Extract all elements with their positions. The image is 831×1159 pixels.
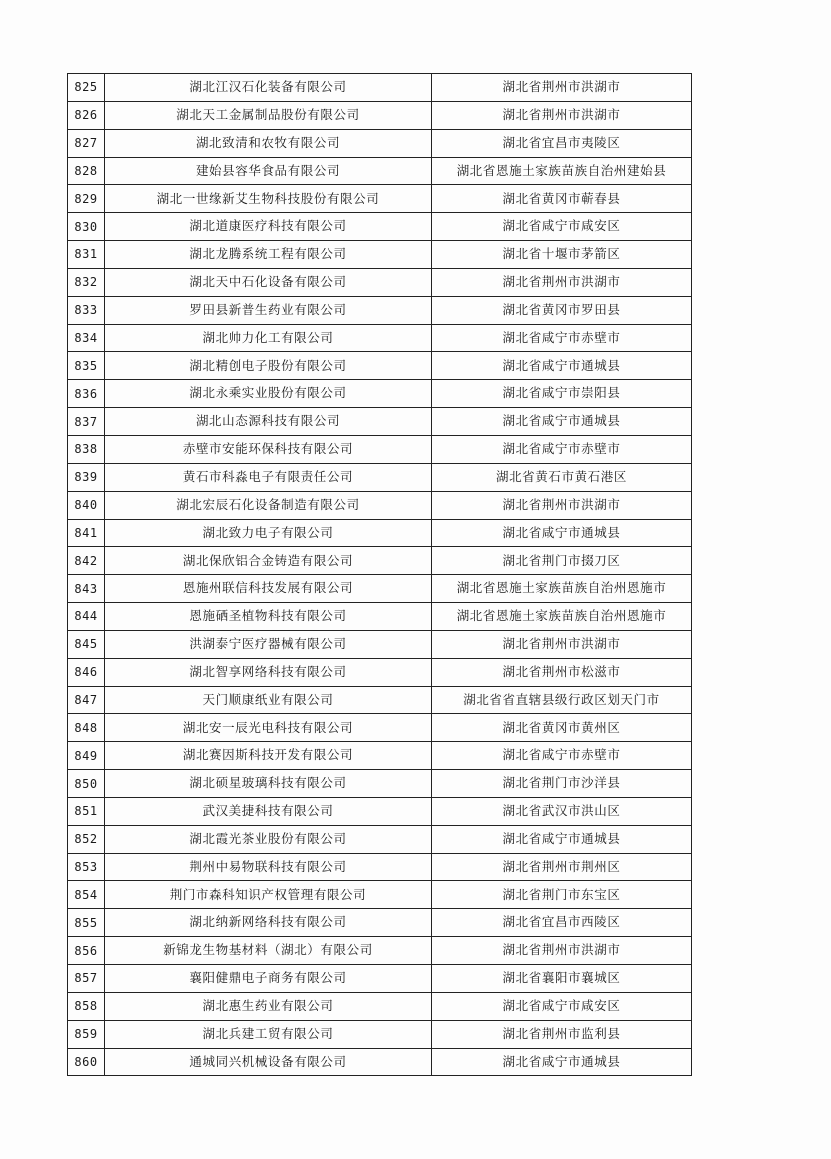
table-row	[68, 1020, 692, 1048]
company-name: 湖北帅力化工有限公司	[105, 324, 432, 352]
company-name: 湖北天中石化设备有限公司	[105, 268, 432, 296]
table-row	[68, 157, 692, 185]
table-row	[68, 1048, 692, 1076]
company-location: 湖北省咸宁市崇阳县	[432, 380, 692, 408]
company-name: 恩施硒圣植物科技有限公司	[105, 603, 432, 631]
row-number: 844	[68, 603, 105, 631]
table-row	[68, 185, 692, 213]
company-location: 湖北省荆州市洪湖市	[432, 630, 692, 658]
row-number: 839	[68, 463, 105, 491]
company-location: 湖北省咸宁市通城县	[432, 1048, 692, 1076]
company-location: 湖北省黄冈市罗田县	[432, 296, 692, 324]
row-number: 855	[68, 909, 105, 937]
table-row	[68, 268, 692, 296]
company-name: 赤壁市安能环保科技有限公司	[105, 435, 432, 463]
company-name: 武汉美捷科技有限公司	[105, 797, 432, 825]
table-row	[68, 881, 692, 909]
row-number: 858	[68, 992, 105, 1020]
company-name: 黄石市科淼电子有限责任公司	[105, 463, 432, 491]
row-number: 831	[68, 241, 105, 269]
company-location: 湖北省武汉市洪山区	[432, 797, 692, 825]
company-name: 湖北永乘实业股份有限公司	[105, 380, 432, 408]
company-name: 湖北道康医疗科技有限公司	[105, 213, 432, 241]
row-number: 828	[68, 157, 105, 185]
company-location: 湖北省咸宁市咸安区	[432, 992, 692, 1020]
table-row	[68, 853, 692, 881]
row-number: 849	[68, 742, 105, 770]
row-number: 842	[68, 547, 105, 575]
table-row	[68, 714, 692, 742]
table-row	[68, 547, 692, 575]
company-location: 湖北省咸宁市通城县	[432, 519, 692, 547]
company-name: 湖北精创电子股份有限公司	[105, 352, 432, 380]
company-location: 湖北省恩施土家族苗族自治州建始县	[432, 157, 692, 185]
company-location: 湖北省荆州市监利县	[432, 1020, 692, 1048]
company-location: 湖北省咸宁市通城县	[432, 352, 692, 380]
company-location: 湖北省咸宁市通城县	[432, 825, 692, 853]
company-location: 湖北省荆州市洪湖市	[432, 268, 692, 296]
company-name: 湖北致清和农牧有限公司	[105, 129, 432, 157]
table-row	[68, 770, 692, 798]
table-row	[68, 965, 692, 993]
company-location: 湖北省荆门市掇刀区	[432, 547, 692, 575]
company-name: 襄阳健鼎电子商务有限公司	[105, 965, 432, 993]
company-location: 湖北省省直辖县级行政区划天门市	[432, 686, 692, 714]
row-number: 843	[68, 575, 105, 603]
table-row	[68, 241, 692, 269]
company-location: 湖北省荆州市松滋市	[432, 658, 692, 686]
row-number: 827	[68, 129, 105, 157]
row-number: 832	[68, 268, 105, 296]
row-number: 847	[68, 686, 105, 714]
table-row	[68, 129, 692, 157]
row-number: 825	[68, 74, 105, 102]
table-row	[68, 575, 692, 603]
table-row	[68, 101, 692, 129]
row-number: 837	[68, 408, 105, 436]
table-row	[68, 380, 692, 408]
row-number: 835	[68, 352, 105, 380]
row-number: 840	[68, 491, 105, 519]
company-location: 湖北省咸宁市赤壁市	[432, 742, 692, 770]
company-name: 湖北惠生药业有限公司	[105, 992, 432, 1020]
company-location: 湖北省咸宁市通城县	[432, 408, 692, 436]
table-row	[68, 909, 692, 937]
company-name: 湖北天工金属制品股份有限公司	[105, 101, 432, 129]
company-location: 湖北省宜昌市夷陵区	[432, 129, 692, 157]
row-number: 845	[68, 630, 105, 658]
row-number: 846	[68, 658, 105, 686]
table-row	[68, 491, 692, 519]
company-location: 湖北省黄冈市蕲春县	[432, 185, 692, 213]
table-row	[68, 825, 692, 853]
company-name: 洪湖泰宁医疗器械有限公司	[105, 630, 432, 658]
company-name: 湖北龙腾系统工程有限公司	[105, 241, 432, 269]
company-list-table	[67, 73, 692, 1076]
table-row	[68, 519, 692, 547]
company-name: 罗田县新普生药业有限公司	[105, 296, 432, 324]
company-name: 湖北霞光茶业股份有限公司	[105, 825, 432, 853]
company-location: 湖北省荆门市东宝区	[432, 881, 692, 909]
company-name: 湖北一世缘新艾生物科技股份有限公司	[105, 185, 432, 213]
company-name: 湖北兵建工贸有限公司	[105, 1020, 432, 1048]
company-location: 湖北省十堰市茅箭区	[432, 241, 692, 269]
row-number: 841	[68, 519, 105, 547]
company-location: 湖北省黄冈市黄州区	[432, 714, 692, 742]
company-name: 新锦龙生物基材料（湖北）有限公司	[105, 937, 432, 965]
company-name: 通城同兴机械设备有限公司	[105, 1048, 432, 1076]
table-row	[68, 213, 692, 241]
table-row	[68, 797, 692, 825]
company-location: 湖北省咸宁市赤壁市	[432, 324, 692, 352]
row-number: 852	[68, 825, 105, 853]
row-number: 838	[68, 435, 105, 463]
row-number: 854	[68, 881, 105, 909]
table-row	[68, 603, 692, 631]
company-location: 湖北省宜昌市西陵区	[432, 909, 692, 937]
row-number: 836	[68, 380, 105, 408]
table-row	[68, 992, 692, 1020]
company-location: 湖北省荆州市洪湖市	[432, 101, 692, 129]
table-row	[68, 435, 692, 463]
company-name: 湖北智享网络科技有限公司	[105, 658, 432, 686]
table-row	[68, 74, 692, 102]
row-number: 833	[68, 296, 105, 324]
table-row	[68, 686, 692, 714]
row-number: 853	[68, 853, 105, 881]
table-row	[68, 296, 692, 324]
table-row	[68, 352, 692, 380]
company-name: 湖北安一辰光电科技有限公司	[105, 714, 432, 742]
company-name: 湖北硕星玻璃科技有限公司	[105, 770, 432, 798]
row-number: 830	[68, 213, 105, 241]
company-location: 湖北省黄石市黄石港区	[432, 463, 692, 491]
company-name: 湖北山态源科技有限公司	[105, 408, 432, 436]
company-location: 湖北省恩施土家族苗族自治州恩施市	[432, 603, 692, 631]
company-name: 天门顺康纸业有限公司	[105, 686, 432, 714]
company-location: 湖北省恩施土家族苗族自治州恩施市	[432, 575, 692, 603]
company-name: 湖北江汉石化装备有限公司	[105, 74, 432, 102]
company-name: 恩施州联信科技发展有限公司	[105, 575, 432, 603]
company-location: 湖北省襄阳市襄城区	[432, 965, 692, 993]
company-name: 湖北宏辰石化设备制造有限公司	[105, 491, 432, 519]
table-row	[68, 408, 692, 436]
company-name: 湖北赛因斯科技开发有限公司	[105, 742, 432, 770]
table-row	[68, 324, 692, 352]
row-number: 848	[68, 714, 105, 742]
table-row	[68, 937, 692, 965]
row-number: 856	[68, 937, 105, 965]
company-name: 荆州中易物联科技有限公司	[105, 853, 432, 881]
company-location: 湖北省荆州市荆州区	[432, 853, 692, 881]
company-name: 荆门市森科知识产权管理有限公司	[105, 881, 432, 909]
company-location: 湖北省荆州市洪湖市	[432, 491, 692, 519]
company-location: 湖北省咸宁市赤壁市	[432, 435, 692, 463]
table-row	[68, 658, 692, 686]
row-number: 826	[68, 101, 105, 129]
row-number: 850	[68, 770, 105, 798]
company-name: 湖北保欣铝合金铸造有限公司	[105, 547, 432, 575]
table-row	[68, 630, 692, 658]
row-number: 857	[68, 965, 105, 993]
table-row	[68, 742, 692, 770]
row-number: 829	[68, 185, 105, 213]
company-location: 湖北省荆门市沙洋县	[432, 770, 692, 798]
row-number: 859	[68, 1020, 105, 1048]
company-location: 湖北省咸宁市咸安区	[432, 213, 692, 241]
table-row	[68, 463, 692, 491]
company-location: 湖北省荆州市洪湖市	[432, 937, 692, 965]
company-location: 湖北省荆州市洪湖市	[432, 74, 692, 102]
company-name: 湖北纳新网络科技有限公司	[105, 909, 432, 937]
table-body	[68, 74, 692, 1076]
row-number: 860	[68, 1048, 105, 1076]
company-name: 湖北致力电子有限公司	[105, 519, 432, 547]
company-name: 建始县容华食品有限公司	[105, 157, 432, 185]
row-number: 851	[68, 797, 105, 825]
row-number: 834	[68, 324, 105, 352]
